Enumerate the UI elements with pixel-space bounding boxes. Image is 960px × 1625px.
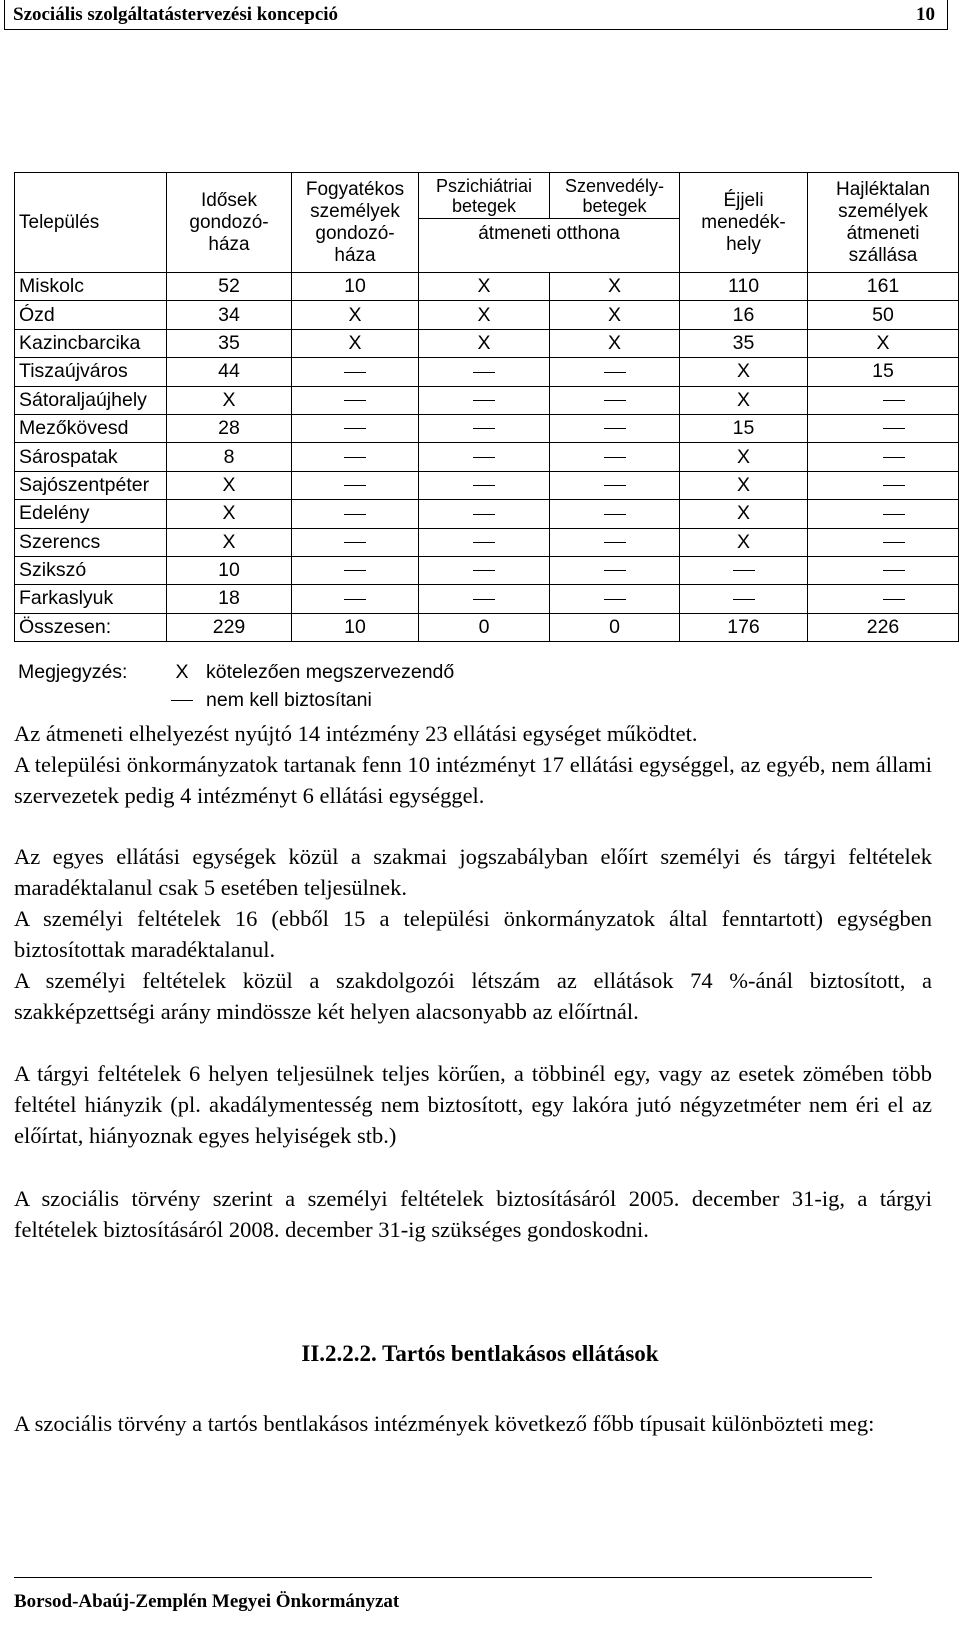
dash-mark — [473, 372, 495, 373]
dash-mark — [604, 599, 626, 600]
row-settlement-name: Szerencs — [15, 528, 167, 556]
table-cell: X — [167, 528, 292, 556]
table-cell — [808, 386, 959, 414]
table-cell: X — [550, 273, 680, 301]
table-row — [15, 471, 959, 499]
table-cell — [419, 556, 550, 584]
col-header-fogyatekos: Fogyatékos személyek gondozó- háza — [292, 173, 419, 273]
table-cell: 35 — [167, 329, 292, 357]
table-cell: X — [680, 443, 808, 471]
paragraph-5: A személyi feltételek közül a szakdolgozói létszám az ellátások 74 %-ánál biztosított, a szakképzettségi arány mindössze két helyen alacsonyabb az előírtnál. — [14, 968, 932, 1024]
table-cell: 15 — [808, 358, 959, 386]
paragraph-3: Az egyes ellátási egységek közül a szakmai jogszabályban előírt személyi és tárgyi feltételek maradéktalanul csak 5 esetében teljesülnek. — [14, 844, 932, 900]
page-header — [4, 0, 948, 30]
dash-mark — [604, 542, 626, 543]
table-cell — [550, 443, 680, 471]
legend-symbol-x: X — [175, 661, 189, 683]
table-cell — [808, 556, 959, 584]
table-cell: X — [419, 273, 550, 301]
table-cell — [419, 585, 550, 613]
table-cell — [550, 585, 680, 613]
footer-divider — [14, 1577, 872, 1578]
table-cell — [808, 528, 959, 556]
table-cell: X — [167, 471, 292, 499]
table-cell: 10 — [292, 613, 419, 641]
table-row — [15, 528, 959, 556]
table-cell: 44 — [167, 358, 292, 386]
table-cell: X — [550, 301, 680, 329]
table-cell: 50 — [808, 301, 959, 329]
table-row — [15, 358, 959, 386]
table-row — [15, 329, 959, 357]
row-settlement-name: Farkaslyuk — [15, 585, 167, 613]
table-cell — [550, 471, 680, 499]
table-cell — [808, 585, 959, 613]
table-cell — [550, 358, 680, 386]
dash-mark — [604, 570, 626, 571]
row-settlement-name: Kazincbarcika — [15, 329, 167, 357]
dash-mark — [473, 542, 495, 543]
col-header-atmeneti-otthona: átmeneti otthona — [419, 219, 680, 273]
table-row — [15, 273, 959, 301]
col-header-szenvedely: Szenvedély- betegek — [550, 173, 680, 219]
table-cell — [680, 585, 808, 613]
dash-mark — [344, 570, 366, 571]
dash-mark — [883, 428, 905, 429]
table-cell — [419, 414, 550, 442]
table-cell: 52 — [167, 273, 292, 301]
dash-mark — [733, 570, 755, 571]
table-cell — [808, 443, 959, 471]
col-header-telepules: Település — [15, 173, 167, 273]
dash-mark — [473, 457, 495, 458]
dash-mark — [883, 400, 905, 401]
dash-mark — [604, 514, 626, 515]
row-settlement-name: Sajószentpéter — [15, 471, 167, 499]
table-row — [15, 301, 959, 329]
legend-text-x: kötelezően megszervezendő — [206, 661, 455, 683]
legend-text-dash: nem kell biztosítani — [206, 689, 372, 711]
table-cell: X — [167, 386, 292, 414]
table-cell — [419, 443, 550, 471]
table-cell: X — [419, 301, 550, 329]
care-capacity-table — [14, 172, 959, 642]
dash-mark — [473, 599, 495, 600]
row-settlement-name: Tiszaújváros — [15, 358, 167, 386]
table-cell: 34 — [167, 301, 292, 329]
table-cell — [292, 358, 419, 386]
table-cell: X — [292, 301, 419, 329]
dash-mark — [344, 599, 366, 600]
table-row — [15, 414, 959, 442]
dash-mark — [604, 428, 626, 429]
row-settlement-name: Szikszó — [15, 556, 167, 584]
table-cell: 0 — [550, 613, 680, 641]
table-body — [15, 273, 959, 642]
dash-mark — [344, 542, 366, 543]
col-header-ejjeli: Éjjeli menedék- hely — [680, 173, 808, 273]
table-cell: 161 — [808, 273, 959, 301]
table-row — [15, 386, 959, 414]
footer-organization: Borsod-Abaúj-Zemplén Megyei Önkormányzat — [14, 1591, 400, 1612]
dash-mark — [171, 700, 193, 701]
row-settlement-name: Ózd — [15, 301, 167, 329]
col-header-hajlektalan: Hajléktalan személyek átmeneti szállása — [808, 173, 959, 273]
table-cell: 110 — [680, 273, 808, 301]
dash-mark — [344, 372, 366, 373]
table-cell: X — [808, 329, 959, 357]
dash-mark — [604, 372, 626, 373]
dash-mark — [604, 485, 626, 486]
paragraph-8: A szociális törvény a tartós bentlakásos intézmények következő főbb típusait különbözteti meg: — [14, 1411, 875, 1436]
table-cell — [419, 528, 550, 556]
document-title: Szociális szolgáltatástervezési koncepció — [13, 3, 339, 25]
page-number: 10 — [916, 3, 935, 25]
table-cell: 229 — [167, 613, 292, 641]
table-cell — [292, 386, 419, 414]
table-cell — [550, 528, 680, 556]
table-cell — [292, 500, 419, 528]
row-settlement-name: Sárospatak — [15, 443, 167, 471]
table-cell: 15 — [680, 414, 808, 442]
table-cell — [808, 500, 959, 528]
table-cell — [292, 471, 419, 499]
table-cell: 35 — [680, 329, 808, 357]
legend-symbol-dash — [168, 686, 196, 714]
row-settlement-name: Miskolc — [15, 273, 167, 301]
table-cell — [292, 414, 419, 442]
paragraph-4: A személyi feltételek 16 (ebből 15 a települési önkormányzatok által fenntartott) egységben biztosítottak maradéktalanul. — [14, 906, 932, 962]
dash-mark — [604, 457, 626, 458]
dash-mark — [883, 514, 905, 515]
table-cell: X — [680, 386, 808, 414]
paragraph-7: A szociális törvény szerint a személyi feltételek biztosításáról 2005. december 31-ig, a tárgyi feltételek biztosításáról 2008. december 31-ig szükséges gondoskodni. — [14, 1186, 932, 1242]
table-cell: X — [292, 329, 419, 357]
section-title: II.2.2.2. Tartós bentlakásos ellátások — [301, 1341, 659, 1366]
dash-mark — [344, 514, 366, 515]
dash-mark — [344, 457, 366, 458]
table-cell — [550, 556, 680, 584]
table-cell: X — [419, 329, 550, 357]
table-cell: 10 — [292, 273, 419, 301]
table-cell — [680, 556, 808, 584]
dash-mark — [344, 428, 366, 429]
dash-mark — [473, 428, 495, 429]
dash-mark — [883, 570, 905, 571]
table-cell: 18 — [167, 585, 292, 613]
table-cell: X — [680, 358, 808, 386]
table-cell: X — [680, 471, 808, 499]
table-cell: 8 — [167, 443, 292, 471]
dash-mark — [344, 400, 366, 401]
row-settlement-name: Sátoraljaújhely — [15, 386, 167, 414]
table-cell: 10 — [167, 556, 292, 584]
dash-mark — [733, 599, 755, 600]
paragraph-2: A települési önkormányzatok tartanak fenn 10 intézményt 17 ellátási egységgel, az egyéb, nem állami szervezetek pedig 4 intézményt 6 ellátási egységgel. — [14, 752, 932, 808]
col-header-pszichiatriai: Pszichiátriai betegek — [419, 173, 550, 219]
row-settlement-name: Összesen: — [15, 613, 167, 641]
dash-mark — [344, 485, 366, 486]
table-row — [15, 556, 959, 584]
table-row — [15, 613, 959, 641]
table-cell — [550, 386, 680, 414]
table-cell: 226 — [808, 613, 959, 641]
row-settlement-name: Edelény — [15, 500, 167, 528]
dash-mark — [473, 570, 495, 571]
table-cell: 16 — [680, 301, 808, 329]
dash-mark — [883, 485, 905, 486]
legend-row-x — [14, 658, 954, 686]
table-cell: X — [167, 500, 292, 528]
dash-mark — [473, 485, 495, 486]
table-legend — [14, 658, 954, 714]
dash-mark — [883, 599, 905, 600]
table-cell — [292, 585, 419, 613]
table-cell: X — [680, 500, 808, 528]
dash-mark — [473, 514, 495, 515]
legend-label: Megjegyzés: — [18, 661, 128, 683]
legend-row-dash — [14, 686, 954, 714]
dash-mark — [473, 400, 495, 401]
table-cell — [808, 414, 959, 442]
table-cell — [292, 528, 419, 556]
row-settlement-name: Mezőkövesd — [15, 414, 167, 442]
table-cell — [292, 556, 419, 584]
dash-mark — [604, 400, 626, 401]
table-cell — [550, 414, 680, 442]
table-cell: 0 — [419, 613, 550, 641]
dash-mark — [883, 542, 905, 543]
table-cell — [419, 500, 550, 528]
table-cell — [292, 443, 419, 471]
table-cell — [419, 386, 550, 414]
table-cell: X — [680, 528, 808, 556]
dash-mark — [883, 457, 905, 458]
table-cell — [550, 500, 680, 528]
paragraph-1: Az átmeneti elhelyezést nyújtó 14 intézmény 23 ellátási egységet működtet. — [14, 721, 698, 746]
table-cell: X — [550, 329, 680, 357]
table-cell: 28 — [167, 414, 292, 442]
paragraph-6: A tárgyi feltételek 6 helyen teljesülnek teljes körűen, a többinél egy, vagy az esetek zömében több feltétel hiányzik (pl. akadálymentesség nem biztosított, egy lakóra jutó négyzetméter nem éri el az előírtat, hiányoznak egyes helyiségek stb.) — [14, 1061, 932, 1148]
table-cell — [419, 471, 550, 499]
table-row — [15, 443, 959, 471]
table-row — [15, 585, 959, 613]
table-cell — [419, 358, 550, 386]
table-row — [15, 500, 959, 528]
table-cell: 176 — [680, 613, 808, 641]
col-header-idosek: Idősek gondozó- háza — [167, 173, 292, 273]
table-cell — [808, 471, 959, 499]
